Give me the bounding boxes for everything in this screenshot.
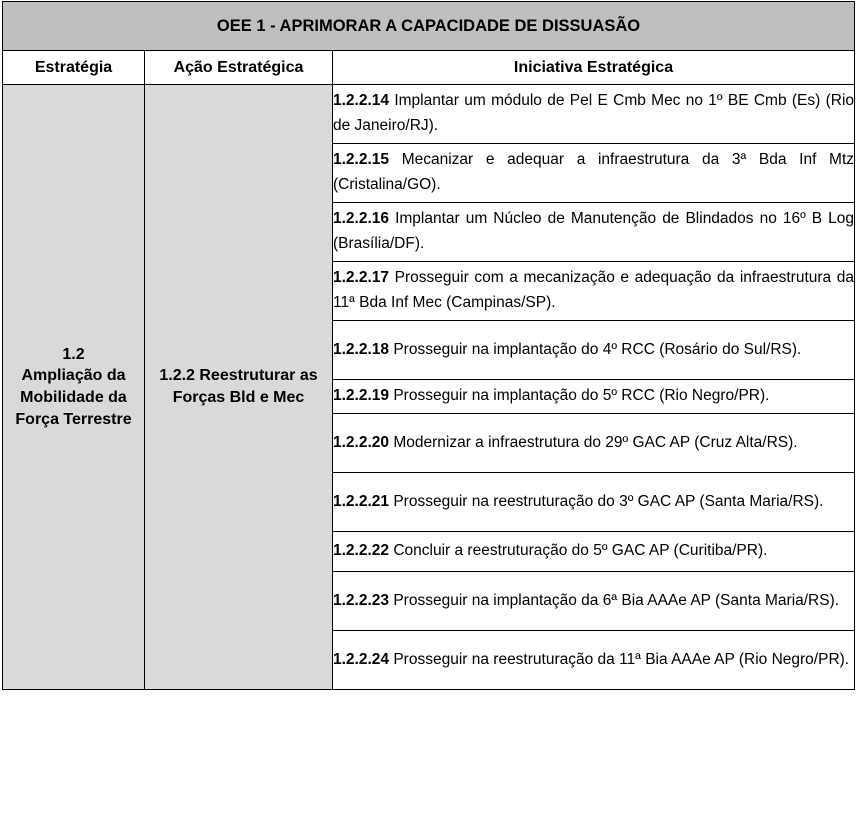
initiative-code: 1.2.2.18 <box>333 340 390 358</box>
action-cell <box>145 85 333 690</box>
initiative-code: 1.2.2.17 <box>333 269 390 287</box>
initiative-text: Implantar um Núcleo de Manutenção de Blindados no 16º B Log (Brasília/DF). <box>333 210 855 252</box>
initiative-text: Modernizar a infraestrutura do 29º GAC AP (Cruz Alta/RS). <box>393 433 798 451</box>
oee-table <box>2 1 855 690</box>
header-initiative: Iniciativa Estratégica <box>333 51 855 85</box>
initiative-row <box>333 414 855 473</box>
initiative-row <box>333 380 855 414</box>
strategy-number: 1.2 <box>62 345 85 363</box>
initiative-text: Prosseguir na implantação do 5º RCC (Rio Negro/PR). <box>393 387 770 405</box>
initiative-row <box>333 203 855 262</box>
initiative-text: Prosseguir na implantação da 6ª Bia AAAe AP (Santa Maria/RS). <box>393 591 840 609</box>
initiative-code: 1.2.2.21 <box>333 492 390 510</box>
initiative-row <box>333 321 855 380</box>
initiative-text: Mecanizar e adequar a infraestrutura da 3ª Bda Inf Mtz (Cristalina/GO). <box>333 151 855 193</box>
initiative-row <box>333 144 855 203</box>
initiative-code: 1.2.2.20 <box>333 433 390 451</box>
strategy-line3: Força Terrestre <box>15 410 132 428</box>
initiative-row <box>333 473 855 532</box>
action-line2: Forças Bld e Mec <box>172 389 305 406</box>
strategy-cell <box>3 85 145 690</box>
initiative-row <box>333 262 855 321</box>
strategy-line2: Mobilidade da <box>20 389 127 406</box>
header-strategy: Estratégia <box>3 51 145 85</box>
initiative-row <box>333 572 855 631</box>
initiative-text: Concluir a reestruturação do 5º GAC AP (Curitiba/PR). <box>393 542 768 560</box>
initiative-text: Prosseguir na implantação do 4º RCC (Rosário do Sul/RS). <box>393 340 802 358</box>
action-line1: 1.2.2 Reestruturar as <box>159 367 318 385</box>
table-title: OEE 1 - APRIMORAR A CAPACIDADE DE DISSUASÃO <box>3 2 855 51</box>
initiative-code: 1.2.2.15 <box>333 151 390 169</box>
initiative-row <box>333 85 855 144</box>
initiative-code: 1.2.2.14 <box>333 92 390 110</box>
initiative-code: 1.2.2.16 <box>333 210 390 228</box>
header-action: Ação Estratégica <box>145 51 333 85</box>
initiative-text: Prosseguir na reestruturação do 3º GAC AP (Santa Maria/RS). <box>393 492 824 510</box>
initiative-row <box>333 631 855 690</box>
initiative-row <box>333 532 855 572</box>
initiative-text: Prosseguir com a mecanização e adequação da infraestrutura da 11ª Bda Inf Mec (Campinas/SP). <box>333 269 855 311</box>
initiative-text: Implantar um módulo de Pel E Cmb Mec no 1º BE Cmb (Es) (Rio de Janeiro/RJ). <box>333 92 855 134</box>
initiative-code: 1.2.2.23 <box>333 591 390 609</box>
initiative-code: 1.2.2.19 <box>333 387 390 405</box>
strategy-line1: Ampliação da <box>21 367 126 385</box>
initiative-text: Prosseguir na reestruturação da 11ª Bia AAAe AP (Rio Negro/PR). <box>393 650 850 668</box>
initiative-code: 1.2.2.22 <box>333 542 390 560</box>
initiative-code: 1.2.2.24 <box>333 650 390 668</box>
